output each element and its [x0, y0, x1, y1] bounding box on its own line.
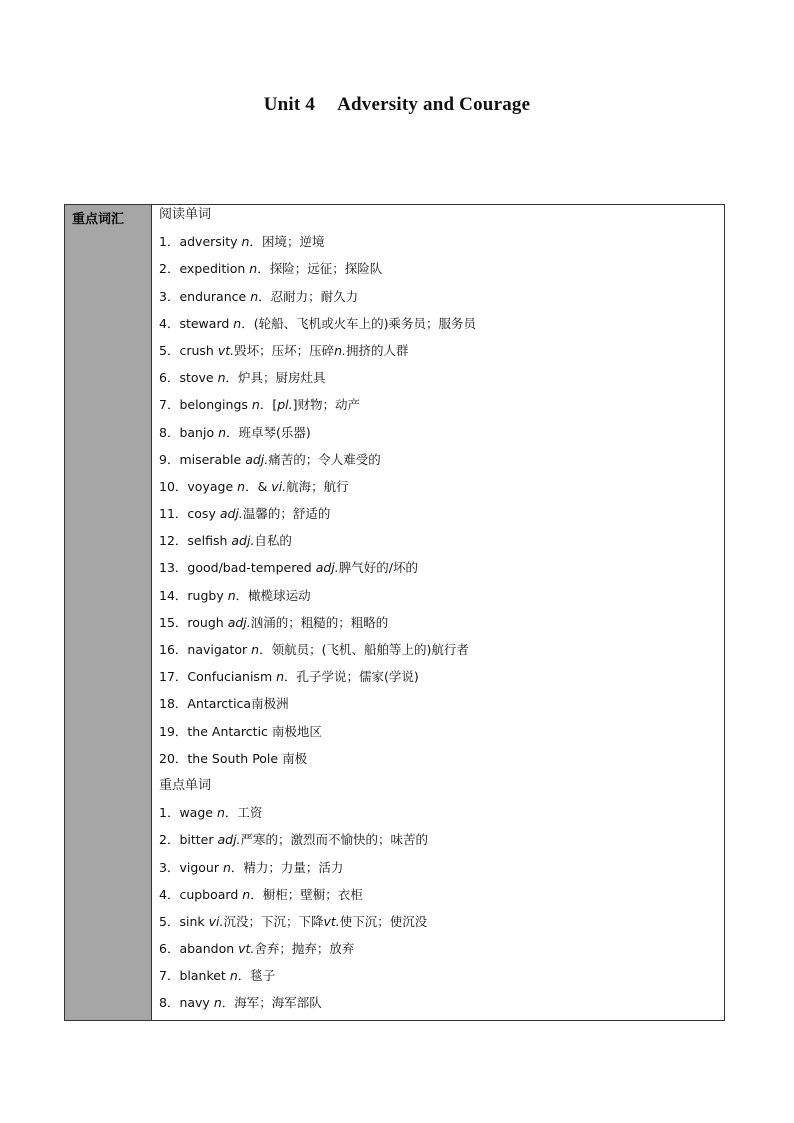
vocab-number: 1． — [159, 805, 180, 821]
vocab-number: 6． — [159, 370, 180, 386]
page-title — [0, 94, 794, 116]
vocab-number: 8． — [159, 424, 180, 440]
vocab-word: steward — [179, 315, 230, 331]
vocab-word: miserable — [179, 451, 242, 467]
vocab-number: 9． — [159, 451, 180, 467]
vocab-meaning: 使下沉；使沉没 — [339, 913, 428, 929]
vocab-word: sink — [179, 913, 205, 929]
key-words-list — [159, 803, 720, 1021]
part-of-speech: n — [241, 234, 250, 250]
vocab-word: voyage — [187, 478, 234, 494]
vocab-word: Antarctica — [187, 696, 252, 712]
vocab-entry — [159, 667, 720, 694]
vocab-entry — [159, 477, 720, 504]
vocab-number: 1． — [159, 234, 180, 250]
vocab-meaning: ．海军；海军部队 — [221, 995, 322, 1011]
vocab-entry — [159, 640, 720, 667]
vocab-word: stove — [179, 370, 214, 386]
vocab-word: expedition — [179, 261, 246, 277]
vocab-meaning: ．困境；逆境 — [249, 234, 325, 250]
vocab-meaning: 南极地区 — [267, 723, 322, 739]
vocab-meaning: ．毯子 — [237, 968, 276, 984]
vocab-number: 3． — [159, 859, 180, 875]
vocab-meaning: ．橄榄球运动 — [235, 587, 311, 603]
vocab-number: 7． — [159, 397, 180, 413]
vocab-number: 10． — [159, 478, 188, 494]
vocab-meaning: 自私的 — [254, 533, 292, 549]
part-of-speech: n. — [334, 342, 347, 358]
part-of-speech: pl. — [277, 397, 293, 413]
vocab-meaning: 舍弃；抛弃；放弃 — [254, 941, 355, 957]
vocab-entry — [159, 259, 720, 286]
part-of-speech: vi. — [271, 478, 287, 494]
part-of-speech: n — [242, 886, 251, 902]
vocab-number: 16． — [159, 642, 188, 657]
vocab-meaning: 南极洲 — [251, 696, 289, 712]
vocab-entry — [159, 749, 720, 776]
vocab-word: belongings — [179, 397, 248, 413]
vocab-entry — [159, 531, 720, 558]
part-of-speech: vt. — [323, 913, 340, 929]
part-of-speech: n — [250, 288, 259, 304]
vocab-entry — [159, 722, 720, 749]
vocab-number: 3． — [159, 288, 180, 304]
vocab-meaning: 痛苦的；令人难受的 — [268, 451, 381, 467]
vocab-number: 4． — [159, 315, 180, 331]
part-of-speech: adj. — [219, 506, 243, 522]
vocab-entry — [159, 341, 720, 368]
vocab-meaning: ．精力；力量；活力 — [230, 859, 344, 875]
vocab-word: wage — [179, 805, 213, 821]
vocab-number: 2． — [159, 832, 180, 848]
vocab-number: 5． — [159, 913, 180, 929]
part-of-speech: adj. — [231, 533, 255, 549]
vocab-entry — [159, 966, 720, 993]
part-of-speech: adj. — [227, 614, 251, 630]
vocab-meaning: ．[ — [259, 397, 278, 413]
vocab-entry — [159, 830, 720, 857]
vocab-entry — [159, 694, 720, 721]
vocab-word: abandon — [179, 941, 235, 957]
part-of-speech: n — [227, 587, 236, 603]
part-of-speech: n — [213, 995, 222, 1011]
reading-words-header: 阅读单词 — [159, 207, 212, 222]
vocab-entry — [159, 586, 720, 613]
vocab-entry — [159, 287, 720, 314]
vocab-meaning: 沉没；下沉；下降 — [223, 913, 324, 929]
vocab-word: selfish — [187, 533, 228, 549]
vocab-entry — [159, 912, 720, 939]
vocab-word: vigour — [179, 859, 219, 875]
part-of-speech: n — [217, 370, 226, 386]
vocab-meaning: ．(轮船、飞机或火车上的)乘务员；服务员 — [241, 315, 476, 331]
part-of-speech: n — [276, 669, 285, 685]
vocab-entry — [159, 858, 720, 885]
vocab-entry — [159, 504, 720, 531]
vocab-word: rugby — [187, 587, 224, 603]
vocab-entry — [159, 423, 720, 450]
vocab-word: banjo — [179, 424, 215, 440]
part-of-speech: n — [222, 859, 231, 875]
vocab-number: 14． — [159, 587, 188, 603]
vocab-meaning: 拥挤的人群 — [346, 342, 409, 358]
vocab-word: rough — [187, 614, 224, 630]
vocab-word: Confucianism — [187, 669, 273, 685]
vocab-word: blanket — [179, 968, 226, 984]
vocab-meaning: 严寒的；激烈而不愉快的；味苦的 — [240, 832, 429, 848]
vocab-entry — [159, 395, 720, 422]
vocab-word: cosy — [187, 506, 216, 522]
vocab-meaning: 脾气好的/坏的 — [338, 560, 418, 576]
vocab-number: 17． — [159, 669, 188, 685]
vocabulary-list — [159, 205, 720, 1021]
part-of-speech: adj. — [217, 832, 241, 848]
vocab-entry — [159, 450, 720, 477]
vocab-number: 2． — [159, 261, 180, 277]
vocab-number: 18． — [159, 696, 188, 712]
vocab-word: navy — [179, 995, 210, 1011]
vocab-meaning: 毁坏；压坏；压碎 — [234, 342, 335, 358]
vocab-number: 6． — [159, 941, 180, 957]
vocab-word: bitter — [179, 832, 214, 848]
part-of-speech: vt. — [238, 941, 255, 957]
reading-words-list — [159, 232, 720, 776]
vocab-word: cupboard — [179, 886, 239, 902]
vocabulary-table — [64, 204, 725, 1021]
vocab-meaning: ．班卓琴(乐器) — [226, 424, 311, 440]
vocab-entry — [159, 993, 720, 1020]
vocab-entry — [159, 558, 720, 585]
part-of-speech: n — [216, 805, 225, 821]
vocab-word: adversity — [179, 234, 238, 250]
part-of-speech: vt. — [217, 342, 235, 358]
vocab-meaning: ．炉具；厨房灶具 — [225, 370, 326, 386]
part-of-speech: adj. — [245, 451, 269, 467]
vocab-meaning: 航海；航行 — [286, 478, 349, 494]
vocab-entry — [159, 232, 720, 259]
category-label: 重点词汇 — [72, 212, 125, 227]
key-words-header: 重点单词 — [159, 777, 212, 793]
part-of-speech: vi. — [208, 913, 224, 929]
vocab-word: crush — [179, 342, 214, 358]
vocab-number: 8． — [159, 995, 180, 1011]
part-of-speech: n — [237, 478, 246, 494]
vocab-word: the South Pole — [187, 750, 279, 766]
vocab-meaning: 南极 — [278, 750, 308, 766]
vocab-meaning: ．& — [245, 478, 272, 494]
vocab-word: navigator — [187, 642, 248, 657]
category-cell — [65, 205, 152, 1020]
vocab-number: 5． — [159, 342, 180, 358]
vocab-entry — [159, 803, 720, 830]
vocab-number: 13． — [159, 560, 188, 576]
vocab-meaning: ．工资 — [224, 805, 263, 821]
vocab-number: 7． — [159, 968, 180, 984]
vocab-entry — [159, 885, 720, 912]
vocab-number: 19． — [159, 723, 188, 739]
vocab-number: 15． — [159, 614, 188, 630]
vocab-entry — [159, 314, 720, 341]
unit-name: Adversity and Courage — [337, 94, 531, 115]
vocab-meaning: ．领航员；(飞机、船舶等上的)航行者 — [259, 642, 469, 657]
vocab-word: good/bad-tempered — [187, 560, 312, 576]
part-of-speech: n — [233, 315, 242, 331]
vocab-number: 12． — [159, 533, 188, 549]
vocab-number: 20． — [159, 750, 188, 766]
part-of-speech: n — [251, 642, 260, 657]
vocab-meaning: ．孔子学说；儒家(学说) — [284, 669, 419, 685]
vocab-entry — [159, 613, 720, 640]
vocab-number: 4． — [159, 886, 180, 902]
vocab-meaning: ．忍耐力；耐久力 — [258, 288, 359, 304]
part-of-speech: n — [218, 424, 227, 440]
unit-number: Unit 4 — [263, 94, 316, 115]
part-of-speech: n — [249, 261, 258, 277]
vocab-meaning: ]财物；动产 — [292, 397, 360, 413]
vocab-word: the Antarctic — [187, 723, 268, 739]
vocab-meaning: ．橱柜；壁橱；衣柜 — [250, 886, 363, 902]
vocab-word: endurance — [179, 288, 247, 304]
vocab-entry — [159, 368, 720, 395]
part-of-speech: n — [251, 397, 260, 413]
vocab-meaning: 汹涌的；粗糙的；粗略的 — [250, 614, 389, 630]
vocab-number: 11． — [159, 506, 188, 522]
part-of-speech: n — [229, 968, 238, 984]
vocab-entry — [159, 939, 720, 966]
vocab-meaning: 温馨的；舒适的 — [242, 506, 331, 522]
part-of-speech: adj. — [315, 560, 339, 576]
vocab-meaning: ．探险；远征；探险队 — [257, 261, 383, 277]
